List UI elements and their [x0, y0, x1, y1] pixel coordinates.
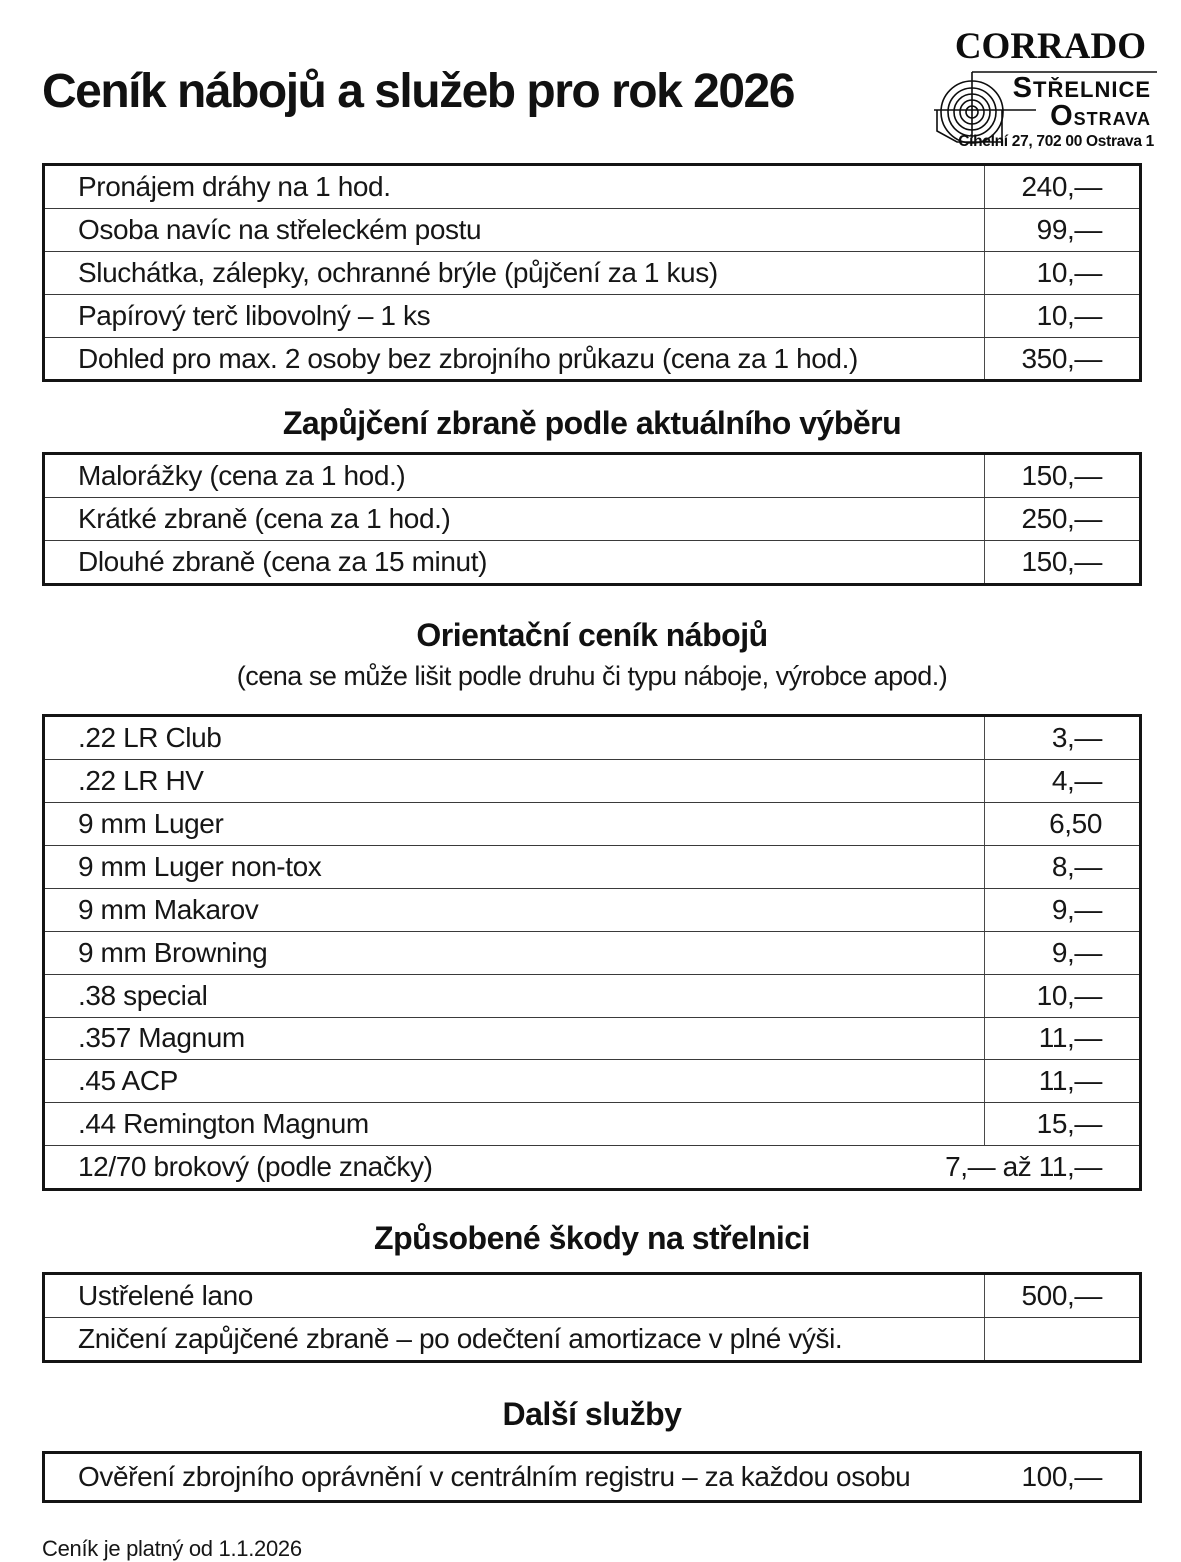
row-label: Krátké zbraně (cena za 1 hod.)	[78, 502, 451, 534]
row-label: Malorážky (cena za 1 hod.)	[78, 459, 406, 491]
row-price: 7,— až 11,—	[945, 1151, 1102, 1183]
row-label: .45 ACP	[78, 1065, 178, 1097]
row-price: 9,—	[984, 889, 1139, 931]
row-price: 500,—	[984, 1275, 1139, 1317]
table-row	[45, 888, 1139, 931]
row-price: 150,—	[984, 455, 1139, 497]
logo-name-line1: STŘELNICE	[1012, 72, 1151, 104]
row-label: .38 special	[78, 979, 208, 1011]
row-label: .22 LR Club	[78, 722, 222, 754]
table-row	[45, 208, 1139, 251]
row-price: 10,—	[984, 252, 1139, 294]
row-price: 4,—	[984, 760, 1139, 802]
row-price: 99,—	[984, 209, 1139, 251]
logo-address: Cihelní 27, 702 00 Ostrava 1	[958, 133, 1154, 150]
price-table-damages	[42, 1272, 1142, 1363]
table-row	[45, 974, 1139, 1017]
section-subheading: (cena se může lišit podle druhu či typu náboje, výrobce apod.)	[236, 660, 948, 691]
section-damages	[42, 1219, 1142, 1363]
page-header	[42, 0, 1154, 163]
logo-name-line2: OSTRAVA	[1050, 100, 1151, 132]
row-label: .44 Remington Magnum	[78, 1108, 369, 1140]
row-price: 100,—	[1021, 1460, 1102, 1492]
section-heading: Další služby	[502, 1396, 682, 1433]
row-label: 9 mm Luger non-tox	[78, 850, 322, 882]
section-heading: Orientační ceník nábojů	[416, 616, 768, 653]
table-row	[45, 1145, 1139, 1188]
row-price: 11,—	[984, 1018, 1139, 1060]
company-logo	[929, 25, 1157, 160]
price-table-ammo	[42, 714, 1142, 1191]
row-label: Dohled pro max. 2 osoby bez zbrojního průkazu (cena za 1 hod.)	[78, 342, 858, 374]
row-label: 9 mm Browning	[78, 936, 268, 968]
row-price: 350,—	[984, 338, 1139, 380]
table-row	[45, 294, 1139, 337]
row-label: Ustřelené lano	[78, 1280, 253, 1312]
section-heading: Zapůjčení zbraně podle aktuálního výběru	[282, 405, 902, 442]
row-label: Papírový terč libovolný – 1 ks	[78, 299, 431, 331]
row-price: 11,—	[984, 1060, 1139, 1102]
row-label: Zničení zapůjčené zbraně – po odečtení amortizace v plné výši.	[78, 1323, 843, 1355]
row-price: 240,—	[984, 166, 1139, 208]
row-label: Pronájem dráhy na 1 hod.	[78, 170, 391, 202]
logo-brand-text: CORRADO	[954, 26, 1146, 67]
table-row	[45, 931, 1139, 974]
price-table-weapon-rental	[42, 452, 1142, 586]
row-price: 6,50	[984, 803, 1139, 845]
section-other-services	[42, 1395, 1142, 1502]
row-price: 8,—	[984, 846, 1139, 888]
row-price: 10,—	[984, 295, 1139, 337]
page-title: Ceník nábojů a služeb pro rok 2026	[42, 65, 794, 118]
table-row	[45, 1102, 1139, 1145]
table-row	[45, 1275, 1139, 1317]
row-label: 9 mm Luger	[78, 808, 224, 840]
table-row	[45, 845, 1139, 888]
price-table-basic-services	[42, 163, 1142, 382]
table-row	[45, 1017, 1139, 1060]
validity-note: Ceník je platný od 1.1.2026	[42, 1535, 302, 1561]
row-price	[984, 1318, 1139, 1360]
row-label: .357 Magnum	[78, 1022, 245, 1054]
table-row	[45, 1059, 1139, 1102]
table-row	[45, 455, 1139, 497]
row-label: Osoba navíc na střeleckém postu	[78, 213, 482, 245]
section-heading: Způsobené škody na střelnici	[374, 1220, 810, 1257]
table-row	[45, 1454, 1139, 1500]
price-table-other-services	[42, 1451, 1142, 1503]
row-label: Dlouhé zbraně (cena za 15 minut)	[78, 545, 487, 577]
row-label: 12/70 brokový (podle značky)	[78, 1151, 433, 1183]
row-price: 250,—	[984, 498, 1139, 540]
table-row	[45, 166, 1139, 208]
row-label: Sluchátka, zálepky, ochranné brýle (půjčení za 1 kus)	[78, 256, 718, 288]
row-price: 10,—	[984, 975, 1139, 1017]
table-row	[45, 497, 1139, 540]
table-row	[45, 1317, 1139, 1360]
row-label: .22 LR HV	[78, 765, 204, 797]
table-row	[45, 337, 1139, 380]
table-row	[45, 802, 1139, 845]
table-row	[45, 759, 1139, 802]
row-price: 15,—	[984, 1103, 1139, 1145]
section-weapon-rental	[42, 404, 1142, 585]
table-row	[45, 717, 1139, 759]
table-row	[45, 251, 1139, 294]
row-price: 150,—	[984, 541, 1139, 583]
row-label: 9 mm Makarov	[78, 893, 259, 925]
row-price: 3,—	[984, 717, 1139, 759]
table-row	[45, 540, 1139, 583]
section-basic-services	[42, 163, 1142, 382]
section-ammo-prices	[42, 616, 1142, 1192]
row-label: Ověření zbrojního oprávnění v centrálním registru – za každou osobu	[78, 1460, 911, 1492]
row-price: 9,—	[984, 932, 1139, 974]
